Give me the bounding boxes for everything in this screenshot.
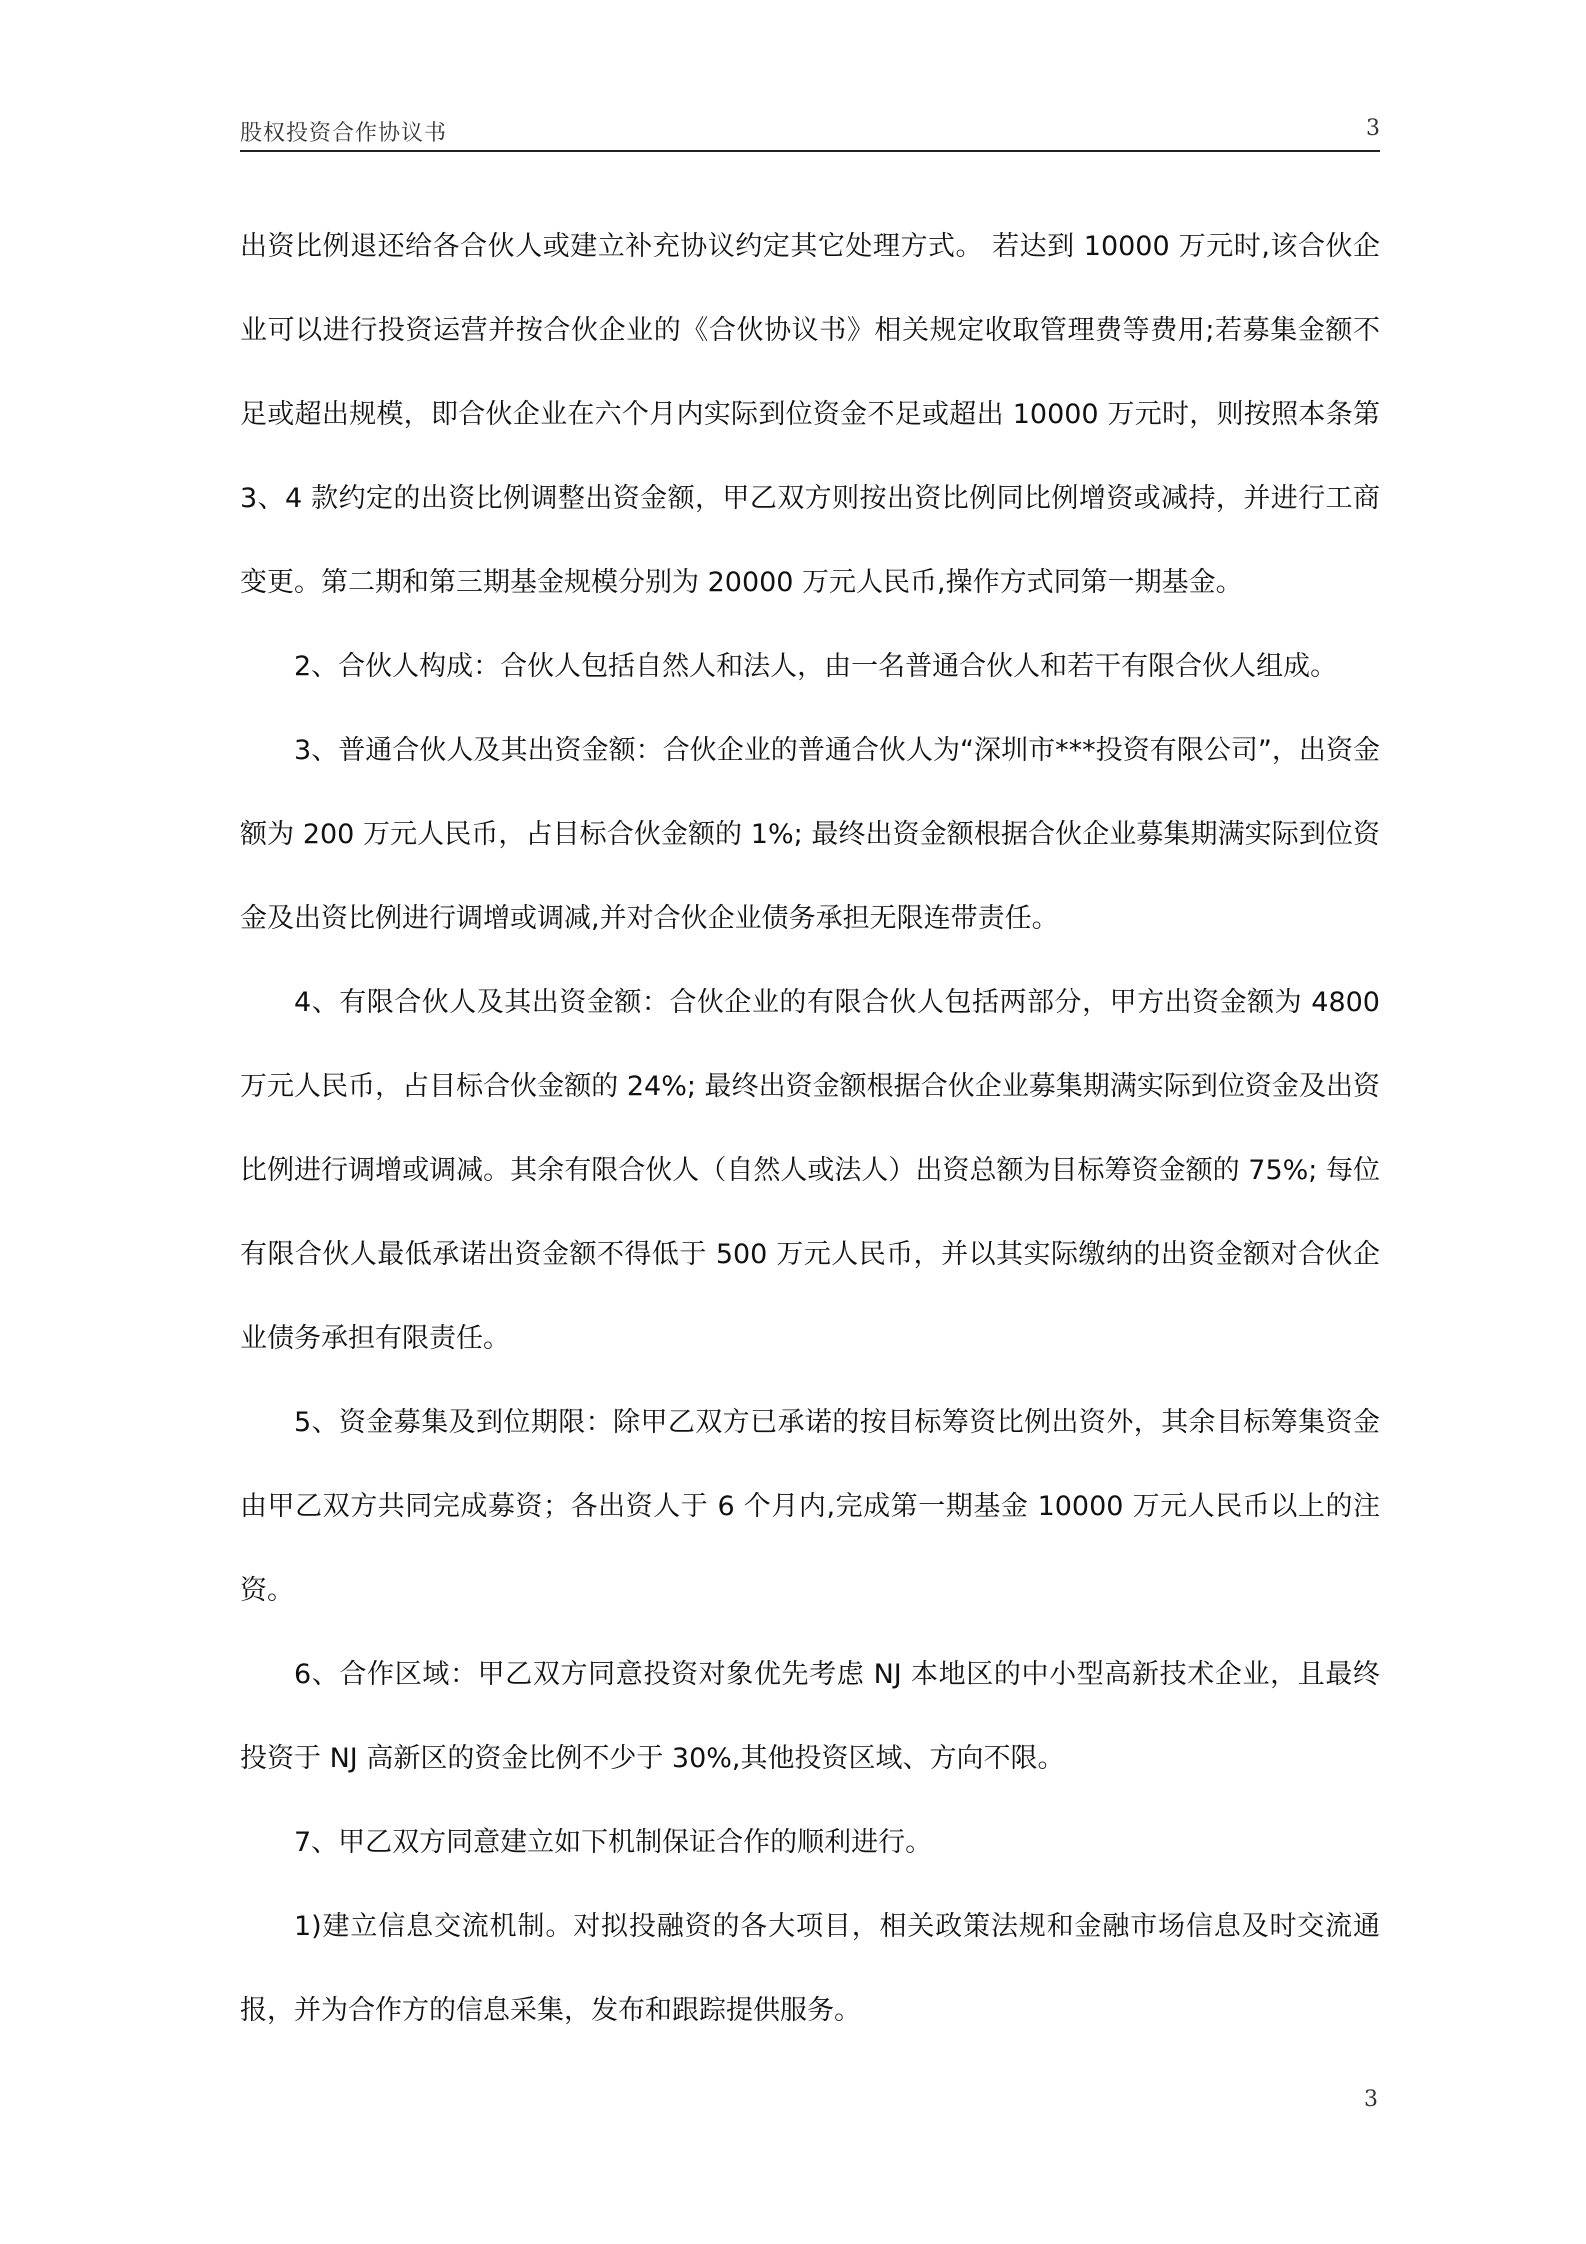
footer-page-number: 3 — [1364, 2087, 1378, 2112]
header-page-number: 3 — [1366, 116, 1380, 141]
paragraph-partner-composition: 2、合伙人构成：合伙人包括自然人和法人，由一名普通合伙人和若干有限合伙人组成。 — [294, 651, 1338, 682]
document-body — [240, 205, 1380, 2053]
paragraph-information-exchange: 1)建立信息交流机制。对拟投融资的各大项目，相关政策法规和金融市场信息及时交流通报，并为合作方的信息采集，发布和跟踪提供服务。 — [240, 1911, 1380, 2026]
page-header — [240, 112, 1380, 152]
header-title: 股权投资合作协议书 — [240, 121, 448, 146]
paragraph-continuation: 出资比例退还给各合伙人或建立补充协议约定其它处理方式。 若达到 10000 万元时,该合伙企业可以进行投资运营并按合伙企业的《合伙协议书》相关规定收取管理费等费用;若募集金额不足或超出规模，即合伙企业在六个月内实际到位资金不足或超出 10000 万元时，则按照本条第 3、4 款约定的出资比例调整出资金额，甲乙双方则按出资比例同比例增资或减持，并进行工商变更。第二期和第三期基金规模分别为 20000 万元人民币,操作方式同第一期基金。 — [240, 231, 1380, 598]
paragraph-mechanisms: 7、甲乙双方同意建立如下机制保证合作的顺利进行。 — [294, 1827, 933, 1858]
paragraph-fundraising-period: 5、资金募集及到位期限：除甲乙双方已承诺的按目标筹资比例出资外，其余目标筹集资金由甲乙双方共同完成募资；各出资人于 6 个月内,完成第一期基金 10000 万元人民币以上的注资。 — [240, 1407, 1380, 1606]
header-page-underline — [1362, 150, 1380, 152]
paragraph-cooperation-region: 6、合作区域：甲乙双方同意投资对象优先考虑 NJ 本地区的中小型高新技术企业，且最终投资于 NJ 高新区的资金比例不少于 30%,其他投资区域、方向不限。 — [240, 1659, 1380, 1774]
paragraph-limited-partner: 4、有限合伙人及其出资金额：合伙企业的有限合伙人包括两部分，甲方出资金额为 4800 万元人民币，占目标合伙金额的 24%; 最终出资金额根据合伙企业募集期满实际到位资金及出资比例进行调增或调减。其余有限合伙人（自然人或法人）出资总额为目标筹资金额的 75%; 每位有限合伙人最低承诺出资金额不得低于 500 万元人民币，并以其实际缴纳的出资金额对合伙企业债务承担有限责任。 — [240, 987, 1380, 1354]
paragraph-general-partner: 3、普通合伙人及其出资金额：合伙企业的普通合伙人为“深圳市***投资有限公司”，出资金额为 200 万元人民币，占目标合伙金额的 1%; 最终出资金额根据合伙企业募集期满实际到位资金及出资比例进行调增或调减,并对合伙企业债务承担无限连带责任。 — [240, 735, 1380, 934]
